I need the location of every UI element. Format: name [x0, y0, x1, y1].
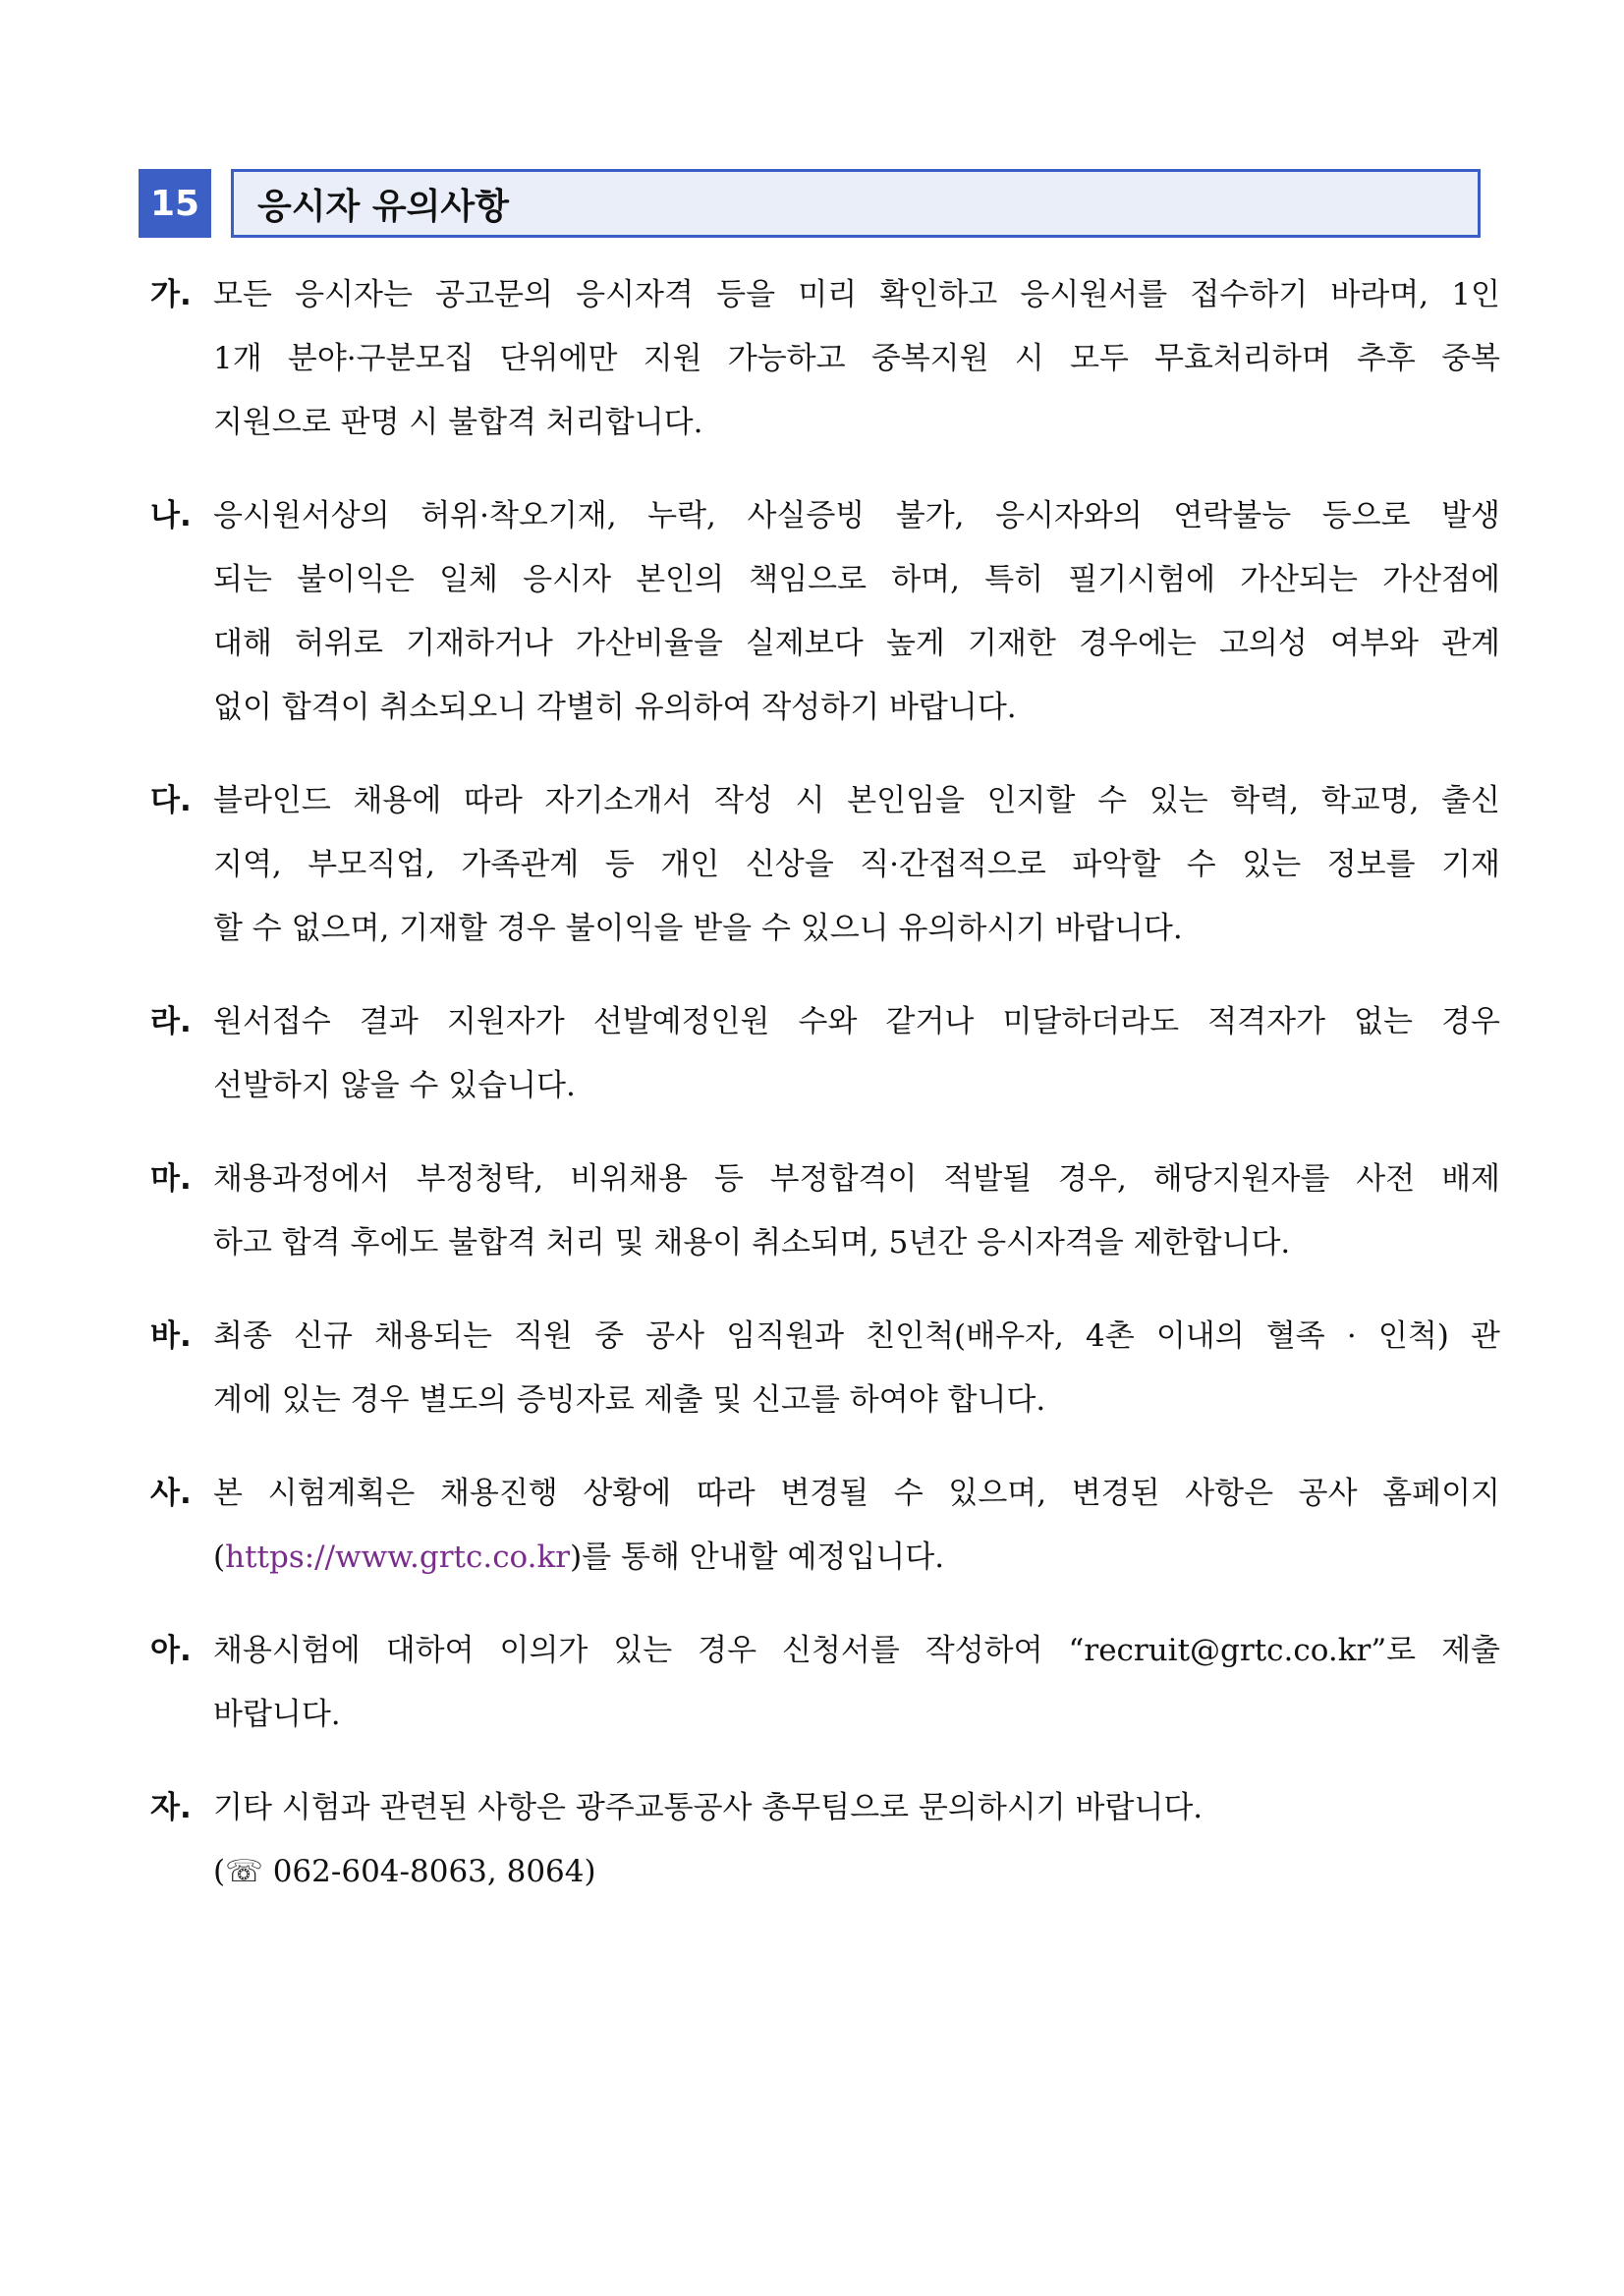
item-line: 채용시험에 대하여 이의가 있는 경우 신청서를 작성하여 “recruit@grtc.co.kr”로 제출: [213, 1633, 1500, 1668]
item-marker: 다.: [150, 783, 192, 818]
item-marker: 사.: [150, 1476, 192, 1511]
item-line: 되는 불이익은 일체 응시자 본인의 책임으로 하며, 특히 필기시험에 가산되는 가산점에: [213, 562, 1500, 597]
item-line-with-link: [213, 1526, 1500, 1590]
item-line: 없이 합격이 취소되오니 각별히 유의하여 작성하기 바랍니다.: [213, 690, 1017, 725]
item-marker: 마.: [150, 1161, 192, 1197]
item-line: 지역, 부모직업, 가족관계 등 개인 신상을 직·간접적으로 파악할 수 있는 정보를 기재: [213, 847, 1500, 882]
item-line: 지원으로 판명 시 불합격 처리합니다.: [213, 405, 703, 440]
item-marker: 나.: [150, 498, 192, 533]
item-line: 블라인드 채용에 따라 자기소개서 작성 시 본인임을 인지할 수 있는 학력, 학교명, 출신: [213, 783, 1500, 818]
item-line: 기타 시험과 관련된 사항은 광주교통공사 총무팀으로 문의하시기 바랍니다.: [213, 1790, 1204, 1825]
item-marker: 바.: [150, 1318, 192, 1354]
item-marker: 라.: [150, 1004, 192, 1039]
notice-list: [150, 263, 1500, 1933]
item-line: 계에 있는 경우 별도의 증빙자료 제출 및 신고를 하여야 합니다.: [213, 1382, 1046, 1418]
item-line: 본 시험계획은 채용진행 상황에 따라 변경될 수 있으며, 변경된 사항은 공사 홈페이지: [213, 1476, 1500, 1511]
item-line: 하고 합격 후에도 불합격 처리 및 채용이 취소되며, 5년간 응시자격을 제한합니다.: [213, 1225, 1291, 1260]
item-line: 대해 허위로 기재하거나 가산비율을 실제보다 높게 기재한 경우에는 고의성 여부와 관계: [213, 626, 1500, 661]
item-line: 1개 분야·구분모집 단위에만 지원 가능하고 중복지원 시 모두 무효처리하며 추후 중복: [213, 341, 1500, 376]
notice-item-ra: [150, 990, 1500, 1118]
link-prefix: (: [213, 1540, 226, 1575]
notice-item-sa: [150, 1462, 1500, 1590]
item-line: 채용과정에서 부정청탁, 비위채용 등 부정합격이 적발될 경우, 해당지원자를 사전 배제: [213, 1161, 1500, 1197]
notice-item-ga: [150, 263, 1500, 455]
item-marker: 아.: [150, 1633, 192, 1668]
notice-item-ma: [150, 1148, 1500, 1275]
notice-item-ba: [150, 1305, 1500, 1432]
notice-item-na: [150, 484, 1500, 740]
notice-item-a: [150, 1619, 1500, 1747]
item-line: 할 수 없으며, 기재할 경우 불이익을 받을 수 있으니 유의하시기 바랍니다.: [213, 911, 1183, 946]
section-number: 15: [139, 169, 211, 238]
item-line: 최종 신규 채용되는 직원 중 공사 임직원과 친인척(배우자, 4촌 이내의 혈족 · 인척) 관: [213, 1318, 1500, 1354]
link-suffix: )를 통해 안내할 예정입니다.: [570, 1540, 945, 1575]
item-line: 선발하지 않을 수 있습니다.: [213, 1068, 576, 1103]
item-marker: 가.: [150, 277, 192, 312]
item-marker: 자.: [150, 1790, 192, 1825]
item-line: 원서접수 결과 지원자가 선발예정인원 수와 같거나 미달하더라도 적격자가 없는 경우: [213, 1004, 1500, 1039]
item-line: 응시원서상의 허위·착오기재, 누락, 사실증빙 불가, 응시자와의 연락불능 등으로 발생: [213, 498, 1500, 533]
contact-phone: (☏ 062-604-8063, 8064): [213, 1854, 596, 1889]
notice-item-da: [150, 769, 1500, 961]
section-header: [139, 169, 1481, 238]
item-line: 모든 응시자는 공고문의 응시자격 등을 미리 확인하고 응시원서를 접수하기 바라며, 1인: [213, 277, 1500, 312]
item-line: 바랍니다.: [213, 1697, 341, 1732]
notice-item-ja: [150, 1776, 1500, 1904]
homepage-link[interactable]: https://www.grtc.co.kr: [225, 1540, 571, 1575]
section-title: 응시자 유의사항: [231, 169, 1481, 238]
